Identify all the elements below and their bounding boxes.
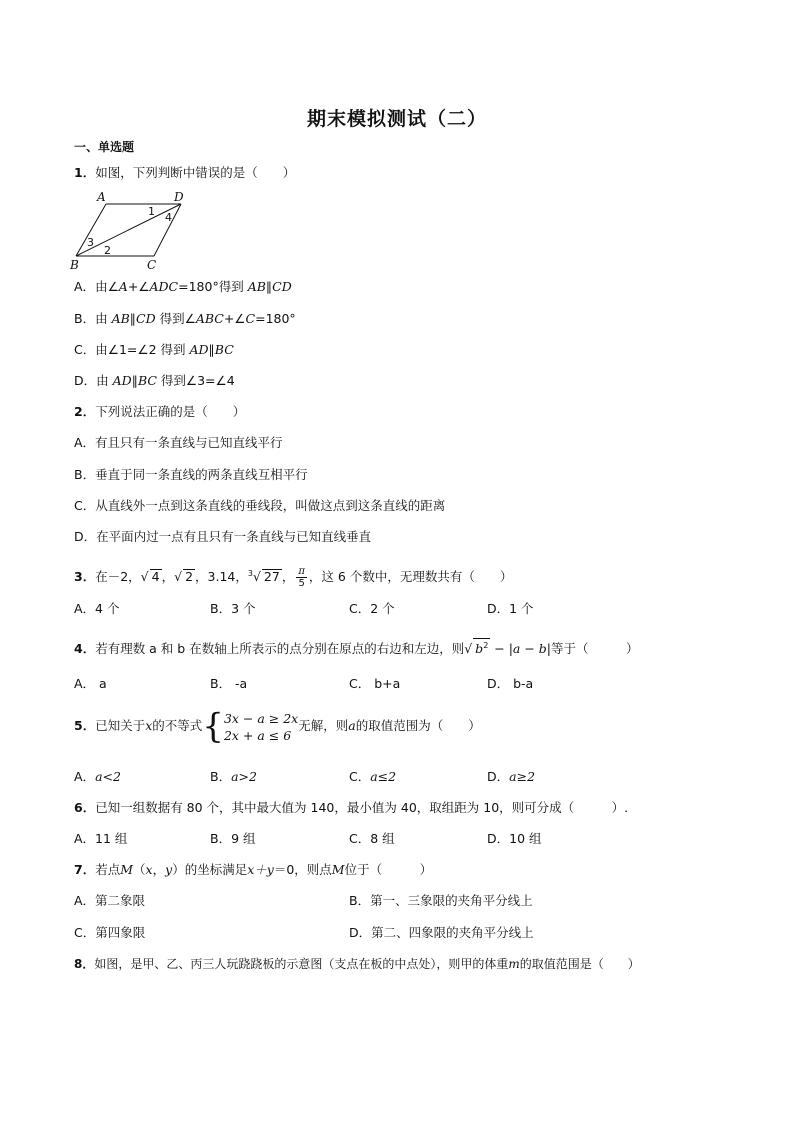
math-var: AD <box>189 342 209 357</box>
question-8 <box>74 956 640 972</box>
figure-label-c: C <box>147 258 157 272</box>
option-5b <box>210 769 257 785</box>
figure-angle-1: 1 <box>148 205 155 218</box>
inequality-line: 3x − a ≥ 2x <box>223 710 299 726</box>
option-key: B． <box>74 311 96 326</box>
radical-sign: √ <box>464 641 473 657</box>
root-index: 3 <box>247 569 253 578</box>
math-var: BC <box>214 342 234 357</box>
radicand: 2 <box>185 569 194 585</box>
question-stem: ，3.14， <box>195 569 248 585</box>
question-6 <box>74 800 628 816</box>
fraction-numerator: π <box>298 566 305 578</box>
question-stem: ＝0，则点 <box>273 862 332 877</box>
option-text: =180°得到 <box>178 279 248 294</box>
question-stem: ，这 6 个数中，无理数共有（ ） <box>308 569 513 585</box>
section-heading: 一、单选题 <box>74 140 135 154</box>
option-6a: A．11 组 <box>74 831 128 846</box>
math-var: x <box>145 862 153 877</box>
radicand: 27 <box>263 569 280 585</box>
math-var: C <box>245 311 256 326</box>
option-7b: B．第一、三象限的夹角平分线上 <box>349 893 533 908</box>
radicand <box>473 638 490 655</box>
math-var: x <box>145 718 153 733</box>
option-text: 得到∠ <box>155 311 196 326</box>
question-stem: 在－2， <box>95 569 141 585</box>
question-stem: 位于（ ） <box>344 862 433 877</box>
question-number: 4． <box>74 641 96 657</box>
math-var: a <box>348 718 356 733</box>
question-number: 3． <box>74 569 96 585</box>
option-key: B． <box>210 769 232 784</box>
math-var: m <box>508 957 520 971</box>
question-3 <box>74 561 512 590</box>
option-5d <box>487 769 535 785</box>
exponent: 2 <box>483 641 489 650</box>
math-var: ABC <box>195 311 224 326</box>
math-expr: x＋y <box>247 862 274 877</box>
question-stem: 的取值范围为（ ） <box>355 718 481 733</box>
figure-angle-3: 3 <box>87 236 94 249</box>
math-expr: a<2 <box>95 769 121 784</box>
fraction <box>296 566 307 589</box>
question-7 <box>74 862 432 878</box>
math-var: AB <box>111 311 130 326</box>
figure-angle-2: 2 <box>104 244 111 257</box>
option-text: 由 <box>95 311 112 326</box>
question-number: 8． <box>74 957 95 971</box>
question-stem: 如图，是甲、乙、丙三人玩跷跷板的示意图（支点在板的中点处），则甲的体重 <box>94 957 509 971</box>
question-stem: 如图，下列判断中错误的是（ ） <box>95 165 296 180</box>
question-stem: ）的坐标满足 <box>172 862 248 877</box>
option-6c: C．8 组 <box>349 831 395 846</box>
option-3b: B．3 个 <box>210 601 256 616</box>
option-text: ∥ <box>129 311 137 326</box>
option-key: C． <box>349 769 371 784</box>
figure-angle-4: 4 <box>165 211 172 224</box>
math-var: ADC <box>149 279 179 294</box>
option-2a: A．有且只有一条直线与已知直线平行 <box>74 435 283 450</box>
option-7c: C．第四象限 <box>74 925 146 940</box>
option-text: ∥ <box>265 279 273 294</box>
question-stem: 无解，则 <box>298 718 349 733</box>
question-stem: 下列说法正确的是（ ） <box>95 404 246 419</box>
question-stem: 已知关于 <box>95 718 146 733</box>
option-text: ∥ <box>131 373 138 388</box>
radical-sign: √ <box>140 569 149 585</box>
figure-label-d: D <box>174 190 184 204</box>
math-var: A <box>118 279 128 294</box>
question-stem: ， <box>281 569 295 585</box>
math-var: b <box>475 641 484 657</box>
math-var: M <box>331 862 345 877</box>
figure-label-b: B <box>70 258 79 272</box>
option-text: =180° <box>255 311 296 326</box>
option-text: 得到∠3=∠4 <box>156 373 235 388</box>
math-expr: a≥2 <box>509 769 536 784</box>
option-text: 由∠1=∠2 得到 <box>95 342 190 357</box>
option-4b: B． -a <box>210 676 248 691</box>
option-key: D． <box>74 373 97 388</box>
option-1d <box>74 373 235 389</box>
option-text: +∠ <box>127 279 150 294</box>
math-var: y <box>165 862 173 877</box>
radical-sign: √ <box>252 569 261 585</box>
option-3c: C．2 个 <box>349 601 395 616</box>
question-number: 7． <box>74 862 96 877</box>
radical-sign: √ <box>174 569 183 585</box>
math-expr: a>2 <box>231 769 257 784</box>
question-stem: ， <box>161 569 175 585</box>
option-6b: B．9 组 <box>210 831 256 846</box>
math-var: M <box>120 862 134 877</box>
option-4a: A． a <box>74 676 107 691</box>
option-1c <box>74 342 234 358</box>
question-stem: 的不等式 <box>152 718 203 733</box>
question-stem: 已知一组数据有 80 个，其中最大值为 140，最小值为 40，取组距为 10，则可分成（ ）. <box>95 800 629 815</box>
question-stem: |等于（ ） <box>546 641 639 657</box>
question-stem: 若点 <box>95 862 121 877</box>
question-stem: ， <box>152 862 166 877</box>
option-key: C． <box>74 342 96 357</box>
radicand: 4 <box>151 569 160 585</box>
figure-label-a: A <box>97 190 106 204</box>
option-key: A． <box>74 769 96 784</box>
question-4 <box>74 638 639 657</box>
option-key: D． <box>487 769 510 784</box>
question-stem: − | <box>490 641 513 657</box>
option-6d: D．10 组 <box>487 831 542 846</box>
math-expr: a≤2 <box>370 769 397 784</box>
option-7d: D．第二、四象限的夹角平分线上 <box>349 925 534 940</box>
option-4d: D． b-a <box>487 676 534 691</box>
math-var: CD <box>272 279 292 294</box>
question-number: 1． <box>74 165 96 180</box>
option-2b: B．垂直于同一条直线的两条直线互相平行 <box>74 467 308 482</box>
inequality-system <box>224 710 298 744</box>
option-7a: A．第二象限 <box>74 893 146 908</box>
math-var: AB <box>247 279 266 294</box>
question-number: 2． <box>74 404 96 419</box>
option-2c: C．从直线外一点到这条直线的垂线段，叫做这点到这条直线的距离 <box>74 498 446 513</box>
option-text: 由 <box>96 373 113 388</box>
parallelogram-figure <box>68 190 188 272</box>
question-stem: 若有理数 a 和 b 在数轴上所表示的点分别在原点的右边和左边，则 <box>95 641 465 657</box>
question-number: 5． <box>74 718 96 733</box>
option-1b <box>74 311 296 327</box>
math-var: AD <box>112 373 132 388</box>
question-stem: （ <box>133 862 146 877</box>
option-2d: D．在平面内过一点有且只有一条直线与已知直线垂直 <box>74 529 372 544</box>
question-1 <box>74 165 295 181</box>
question-stem: 的取值范围是（ ） <box>519 957 640 971</box>
inequality-line: 2x + a ≤ 6 <box>223 727 292 743</box>
math-expr: a − b <box>512 641 547 657</box>
fraction-denominator: 5 <box>298 578 305 590</box>
math-var: CD <box>136 311 156 326</box>
page-title: 期末模拟测试（二） <box>306 108 487 130</box>
question-2 <box>74 404 245 420</box>
option-key: A． <box>74 279 96 294</box>
question-number: 6． <box>74 800 96 815</box>
brace-icon: { <box>202 706 224 747</box>
math-var: BC <box>137 373 157 388</box>
option-text: ∥ <box>208 342 215 357</box>
option-1a <box>74 279 292 295</box>
option-5a <box>74 769 121 785</box>
option-3a: A．4 个 <box>74 601 120 616</box>
option-4c: C． b+a <box>349 676 401 691</box>
option-text: 由∠ <box>95 279 119 294</box>
option-5c <box>349 769 396 785</box>
question-5 <box>74 706 481 746</box>
option-3d: D．1 个 <box>487 601 534 616</box>
option-text: +∠ <box>223 311 246 326</box>
